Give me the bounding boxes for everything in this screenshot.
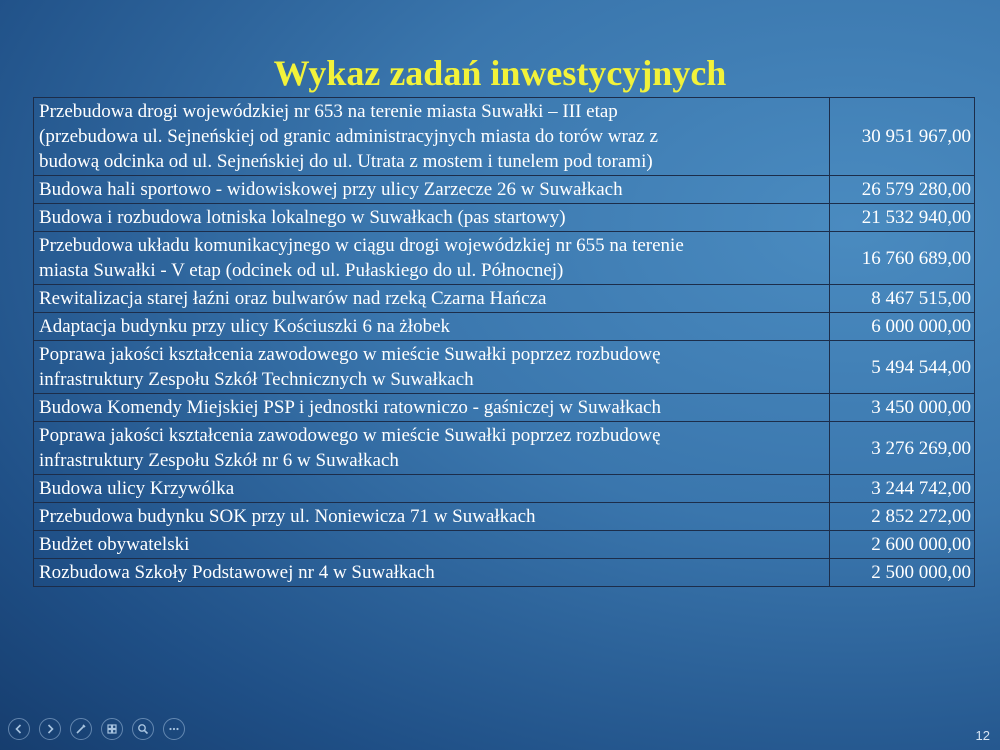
arrow-right-icon — [43, 722, 57, 736]
task-description — [34, 232, 830, 285]
task-description — [34, 422, 830, 475]
more-options-button[interactable] — [163, 718, 185, 740]
table-row — [34, 285, 975, 313]
task-description — [34, 313, 830, 341]
more-icon — [167, 722, 181, 736]
table-row — [34, 475, 975, 503]
task-amount: 2 600 000,00 — [830, 531, 975, 559]
task-amount: 2 852 272,00 — [830, 503, 975, 531]
task-description — [34, 98, 830, 176]
task-description — [34, 176, 830, 204]
task-description — [34, 394, 830, 422]
task-description — [34, 503, 830, 531]
task-description-line: Adaptacja budynku przy ulicy Kościuszki 6 na żłobek — [39, 316, 451, 337]
task-description-line: Poprawa jakości kształcenia zawodowego w mieście Suwałki poprzez rozbudowę — [39, 344, 661, 365]
slides-grid-icon — [105, 722, 119, 736]
zoom-button[interactable] — [132, 718, 154, 740]
task-amount: 21 532 940,00 — [830, 204, 975, 232]
task-description — [34, 285, 830, 313]
task-amount: 3 276 269,00 — [830, 422, 975, 475]
table-row — [34, 503, 975, 531]
pen-icon — [74, 722, 88, 736]
investment-table — [33, 97, 975, 587]
task-description-line: Budżet obywatelski — [39, 534, 190, 555]
task-description — [34, 559, 830, 587]
task-description-line: Przebudowa drogi wojewódzkiej nr 653 na terenie miasta Suwałki – III etap — [39, 101, 618, 122]
slide-page-number: 12 — [975, 728, 990, 743]
table-row — [34, 341, 975, 394]
table-row — [34, 313, 975, 341]
previous-slide-button[interactable] — [8, 718, 30, 740]
table-row — [34, 394, 975, 422]
task-amount: 2 500 000,00 — [830, 559, 975, 587]
arrow-left-icon — [12, 722, 26, 736]
task-description — [34, 531, 830, 559]
task-description-line: Budowa ulicy Krzywólka — [39, 478, 235, 499]
task-description-line: Budowa i rozbudowa lotniska lokalnego w Suwałkach (pas startowy) — [39, 207, 566, 228]
task-description-line: Rewitalizacja starej łaźni oraz bulwarów nad rzeką Czarna Hańcza — [39, 288, 547, 309]
task-amount: 3 450 000,00 — [830, 394, 975, 422]
task-amount: 3 244 742,00 — [830, 475, 975, 503]
table-row — [34, 232, 975, 285]
magnifier-icon — [136, 722, 150, 736]
slideshow-navigation — [8, 718, 185, 744]
table-row — [34, 204, 975, 232]
table-row — [34, 98, 975, 176]
task-amount: 8 467 515,00 — [830, 285, 975, 313]
task-description-line: miasta Suwałki - V etap (odcinek od ul. Pułaskiego do ul. Północnej) — [39, 260, 564, 281]
task-description-line: (przebudowa ul. Sejneńskiej od granic administracyjnych miasta do torów wraz z — [39, 126, 658, 147]
next-slide-button[interactable] — [39, 718, 61, 740]
slide-title: Wykaz zadań inwestycyjnych — [273, 53, 727, 93]
task-description — [34, 475, 830, 503]
task-description-line: budową odcinka od ul. Sejneńskiej do ul. Utrata z mostem i tunelem pod torami) — [39, 151, 653, 172]
task-description-line: infrastruktury Zespołu Szkół nr 6 w Suwałkach — [39, 450, 399, 471]
task-description — [34, 341, 830, 394]
pen-tool-button[interactable] — [70, 718, 92, 740]
table-row — [34, 422, 975, 475]
task-description — [34, 204, 830, 232]
task-amount: 26 579 280,00 — [830, 176, 975, 204]
table-row — [34, 531, 975, 559]
task-description-line: Budowa hali sportowo - widowiskowej przy ulicy Zarzecze 26 w Suwałkach — [39, 179, 623, 200]
table-row — [34, 559, 975, 587]
see-all-slides-button[interactable] — [101, 718, 123, 740]
task-amount: 30 951 967,00 — [830, 98, 975, 176]
task-description-line: infrastruktury Zespołu Szkół Technicznych w Suwałkach — [39, 369, 474, 390]
task-amount: 6 000 000,00 — [830, 313, 975, 341]
task-amount: 16 760 689,00 — [830, 232, 975, 285]
task-description-line: Przebudowa układu komunikacyjnego w ciągu drogi wojewódzkiej nr 655 na terenie — [39, 235, 684, 256]
task-description-line: Przebudowa budynku SOK przy ul. Noniewicza 71 w Suwałkach — [39, 506, 536, 527]
table-row — [34, 176, 975, 204]
task-description-line: Budowa Komendy Miejskiej PSP i jednostki ratowniczo - gaśniczej w Suwałkach — [39, 397, 661, 418]
task-amount: 5 494 544,00 — [830, 341, 975, 394]
task-description-line: Poprawa jakości kształcenia zawodowego w mieście Suwałki poprzez rozbudowę — [39, 425, 661, 446]
task-description-line: Rozbudowa Szkoły Podstawowej nr 4 w Suwałkach — [39, 562, 435, 583]
